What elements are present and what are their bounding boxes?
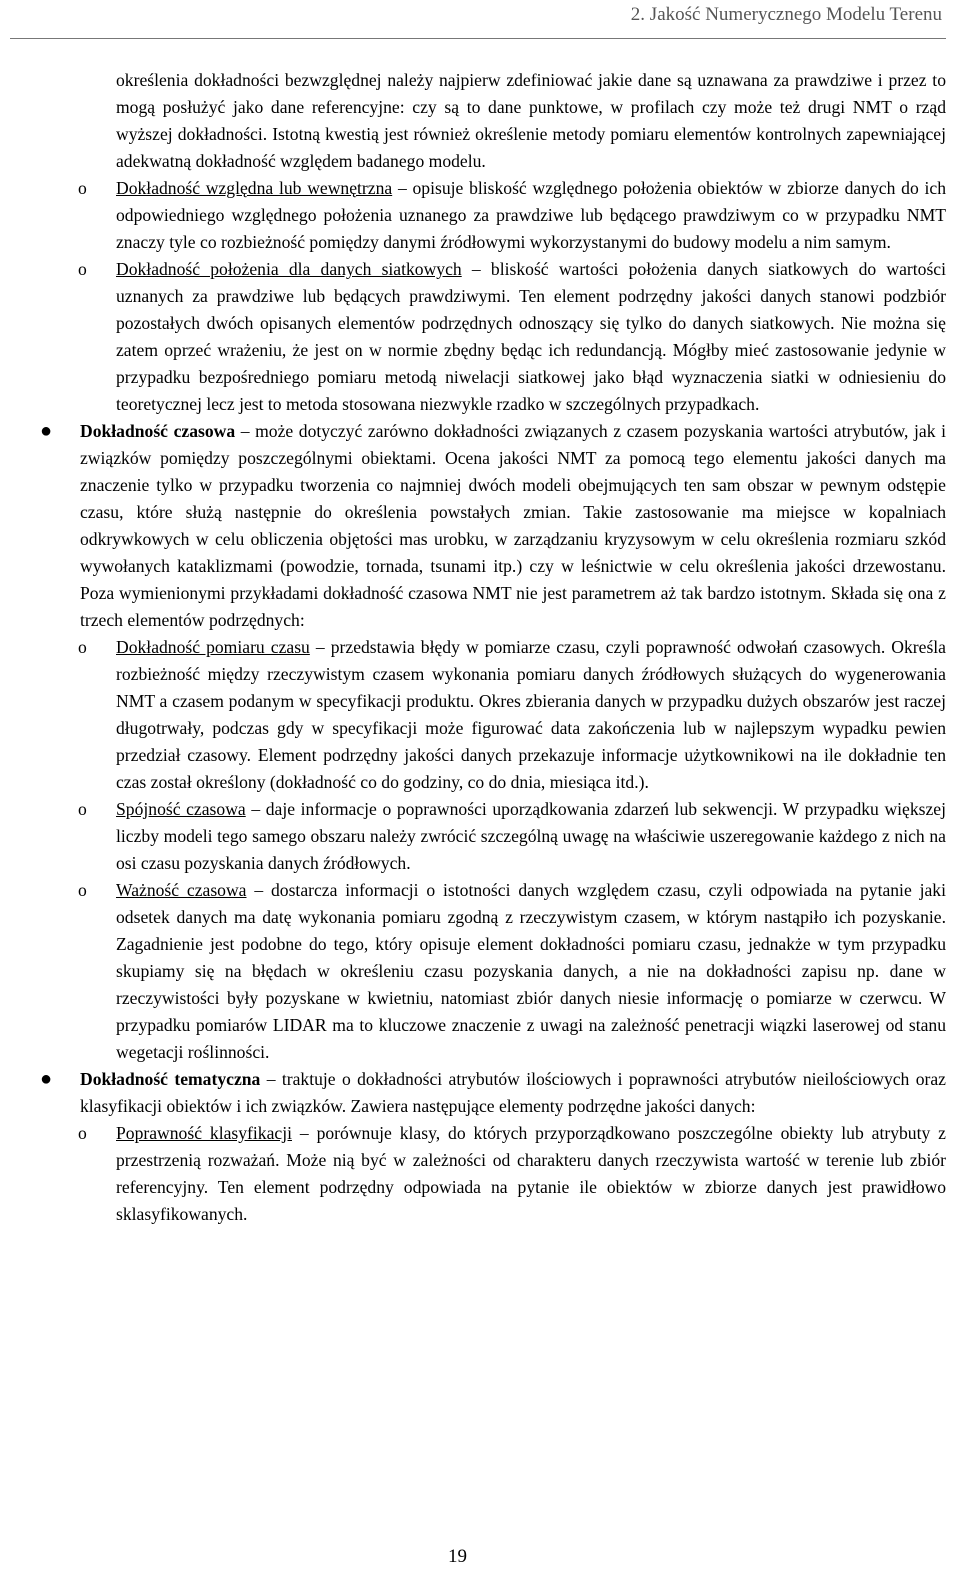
circle-bullet-icon: o [78,799,87,819]
list-item-gridded-position-accuracy [78,256,946,418]
list-item-temporal-accuracy [40,418,946,634]
list-item-term: Dokładność względna lub wewnętrzna [116,178,393,198]
list-item-term: Dokładność pomiaru czasu [116,637,310,657]
list-item-text: – traktuje o dokładności atrybutów ilościowych i poprawności atrybutów nieilościowych oraz klasyfikacji obiektów i ich związków. Zawiera następujące elementy podrzędne jakości danych: [80,1069,946,1116]
header-rule [10,38,946,39]
list-item-text: – może dotyczyć zarówno dokładności związanych z czasem pozyskania wartości atrybutów, jak i związków pomiędzy poszczególnymi obiektami. Ocena jakości NMT za pomocą tego elementu jakości danych ma znaczenie tylko w przypadku tworzenia co najmniej dwóch modeli obejmujących ten sam obszar w pewnym odstępie czasu, które służą następnie do określenia powstałych zmian. Takie zastosowanie ma miejsce w kopalniach odkrywkowych w celu obliczenia objętości mas urobku, w zarządzaniu kryzysowym w celu określenia rozmiaru szkód wywołanych kataklizmami (powodzie, tornada, tsunami itp.) czy w leśnictwie w celu określenia jakości drzewostanu. Poza wymienionymi przykładami dokładność czasowa NMT nie jest parametrem aż tak bardzo istotnym. Składa się ona z trzech elementów podrzędnych: [80,421,946,630]
filled-bullet-icon: ● [40,420,53,442]
list-item-text: – opisuje bliskość względnego położenia obiektów w zbiorze danych do ich odpowiedniego względnego położenia uznanego za prawdziwe lub będącego prawdziwym co w przypadku NMT znaczy tyle co rozbieżność pomiędzy danymi źródłowymi wykorzystanymi do budowy modelu a nim samym. [116,178,946,252]
intro-paragraph: określenia dokładności bezwzględnej należy najpierw zdefiniować jakie dane są uznawana za prawdziwe i przez to mogą posłużyć jako dane referencyjne: czy są to dane punktowe, w profilach czy może też drugi NMT o rząd wyższej dokładności. Istotną kwestią jest również określenie metody pomiaru elementów kontrolnych zapewniającej adekwatną dokładność względem badanego modelu. [116,70,946,171]
list-item-term: Poprawność klasyfikacji [116,1123,292,1143]
filled-bullet-icon: ● [40,1068,53,1090]
list-item-term: Ważność czasowa [116,880,247,900]
list-item-term: Dokładność czasowa [80,421,236,441]
list-item-term: Dokładność położenia dla danych siatkowych [116,259,462,279]
list-item-thematic-accuracy [40,1066,946,1120]
list-item-time-measurement-accuracy [78,634,946,796]
list-item-text: – przedstawia błędy w pomiarze czasu, czyli poprawność odwołań czasowych. Określa rozbieżność między rzeczywistym czasem wykonania pomiaru danych źródłowych służących do wygenerowania NMT a czasem podanym w specyfikacji produktu. Okres zbierania danych w przypadku dużych obszarów jest raczej długotrwały, podczas gdy w specyfikacji może figurować data zakończenia lub w najlepszym wypadku pewien przedział czasowy. Element podrzędny jakości danych przekazuje informacje użytkownikowi na ile dokładnie ten czas został określony (dokładność co do godziny, co do dnia, miesiąca itd.). [116,637,946,792]
circle-bullet-icon: o [78,1123,87,1143]
document-body [0,67,960,1228]
list-item-text: – daje informacje o poprawności uporządkowania zdarzeń lub sekwencji. W przypadku większej liczby modeli tego samego obszaru należy zwrócić szczególną uwagę na właściwie uszeregowanie każdego z nich na osi czasu pozyskania danych źródłowych. [116,799,947,873]
list-item-classification-correctness [78,1120,946,1228]
list-item-relative-accuracy [78,175,946,256]
circle-bullet-icon: o [78,637,87,657]
circle-bullet-icon: o [78,880,87,900]
list-item-term: Dokładność tematyczna [80,1069,261,1089]
circle-bullet-icon: o [78,259,87,279]
running-header: 2. Jakość Numerycznego Modelu Terenu [630,4,942,25]
circle-bullet-icon: o [78,178,87,198]
list-item-temporal-consistency [78,796,947,877]
list-item-term: Spójność czasowa [116,799,246,819]
list-item-text: – dostarcza informacji o istotności danych względem czasu, czyli odpowiada na pytanie jaki odsetek danych ma datę wykonania pomiaru zgodną z rzeczywistym czasem, w którym nastąpiło ich pozyskanie. Zagadnienie jest podobne do tego, który opisuje element dokładności pomiaru czasu, jednakże w tym przypadku skupiamy się na błędach w określeniu czasu pozyskania danych, a nie na dokładności zapisu np. dane w rzeczywistości były pozyskane w kwietniu, natomiast zbiór danych niesie informację o pomiarze w czerwcu. W przypadku pomiarów LIDAR ma to kluczowe znaczenie z uwagi na zależność penetracji wiązki laserowej od stanu wegetacji roślinności. [116,880,946,1062]
list-item-text: – porównuje klasy, do których przyporządkowano poszczególne obiekty lub atrybuty z przestrzenią rozważań. Może nią być w zależności od charakteru danych rzeczywista wartość w terenie lub zbiór referencyjny. Ten element podrzędny odpowiada na pytanie ile obiektów w zbiorze danych jest prawidłowo sklasyfikowanych. [116,1123,946,1224]
page-number: 19 [448,1546,467,1567]
list-item-text: – bliskość wartości położenia danych siatkowych do wartości uznanych za prawdziwe lub będących prawdziwymi. Ten element podrzędny jakości danych stanowi podzbiór pozostałych dwóch opisanych elementów podrzędnych odnoszący się tylko do danych siatkowych. Nie można się zatem oprzeć wrażeniu, że jest on w normie zbędny będąc ich redundancją. Mógłby mieć zastosowanie jedynie w przypadku bezpośredniego pomiaru metodą niwelacji siatkowej jako błąd wyznaczenia siatki w odniesieniu do teoretycznej lecz jest to metoda stosowana niezwykle rzadko w szczególnych przypadkach. [116,259,946,414]
list-item-temporal-validity [78,877,946,1066]
